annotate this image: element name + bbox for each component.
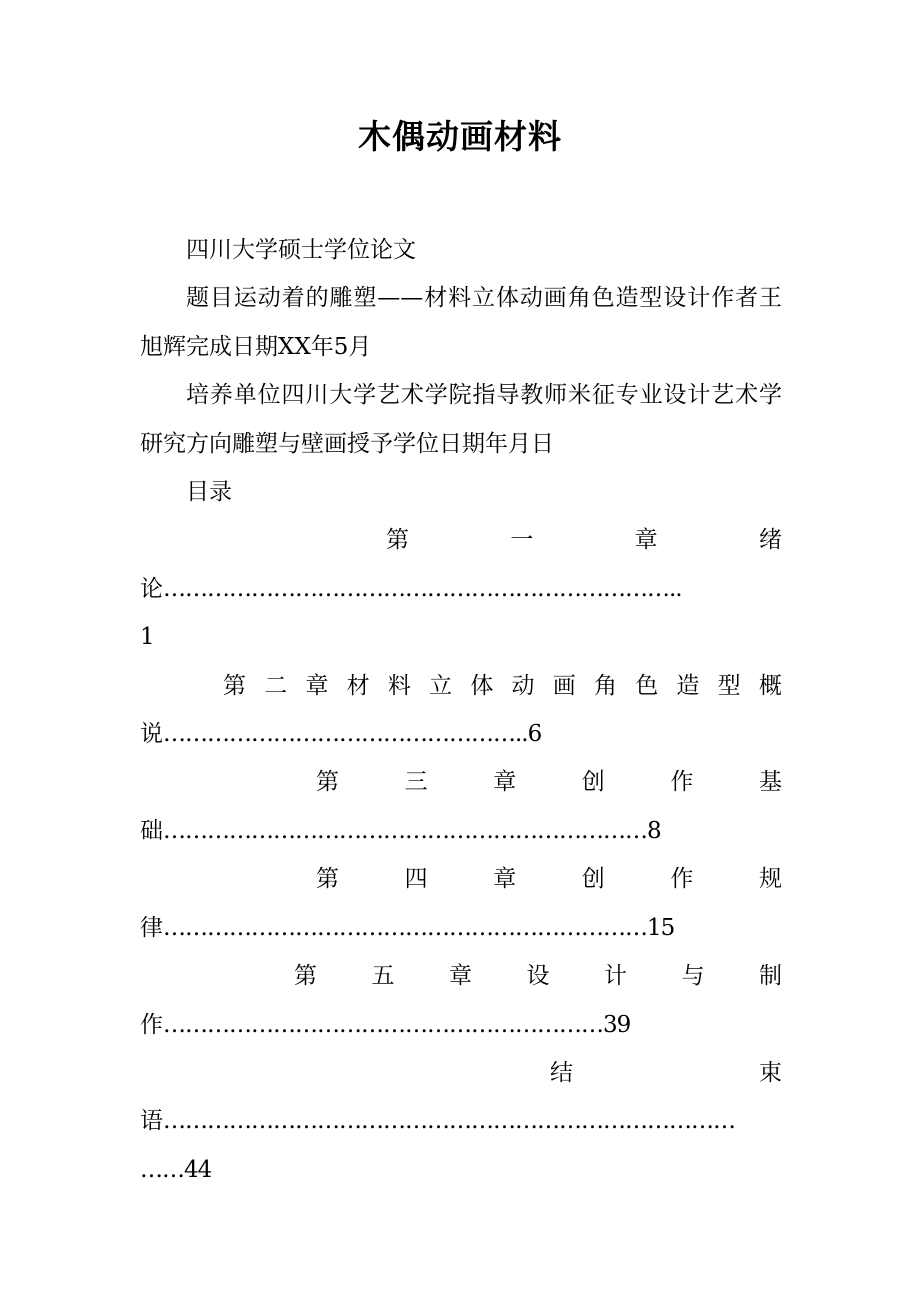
toc-char: 概 [758,672,782,699]
toc-char: 作 [670,769,694,796]
toc-leader-dots: ……44 [140,1156,212,1183]
toc-leader-dots: …………………………………………………………8 [163,817,661,844]
university-thesis-line: 四川大学硕士学位论文 [186,237,416,263]
toc-char: 础 [140,817,163,844]
toc-char: 第 [386,527,409,554]
toc-char: 料 [387,672,411,699]
document-body [140,226,782,1194]
toc-char: 型 [717,672,741,699]
toc-char: 第 [294,963,317,990]
toc-char: 第 [316,866,339,893]
toc-entry-heading [316,855,782,903]
contents-heading: 目录 [186,479,232,506]
toc-entry-heading [294,952,782,1000]
toc-char: 计 [604,963,627,990]
toc-char: 设 [526,963,550,990]
toc-char: 创 [581,769,605,796]
toc-char: 动 [511,672,535,699]
toc-entry-chapter-1 [140,516,782,661]
toc-char: 角 [593,672,617,699]
toc-entry-conclusion [140,1049,782,1194]
toc-char: 章 [634,527,658,554]
toc-char: 创 [581,866,605,893]
toc-char: 语 [140,1108,163,1135]
toc-entry-chapter-3 [140,758,782,855]
toc-char: 第 [223,672,246,699]
toc-leader-dots: …………………………………………..6 [163,721,542,748]
toc-entry-heading [316,758,782,806]
toc-char: 说 [140,721,163,748]
toc-char: 基 [758,769,782,796]
toc-char: 与 [681,963,705,990]
toc-char: 束 [759,1059,782,1086]
toc-char: 规 [758,866,782,893]
toc-char: 一 [510,527,534,554]
toc-char: 五 [371,963,395,990]
toc-char: 结 [550,1059,573,1086]
toc-leader-dots: …………………………………………………………………… [163,1108,735,1135]
toc-leader-line [140,904,782,952]
toc-char: 作 [140,1011,163,1038]
toc-char: 章 [493,769,517,796]
toc-leader-line [140,710,782,758]
thesis-title-author-paragraph: 题目运动着的雕塑——材料立体动画角色造型设计作者王旭辉完成日期XX年5月 [140,285,782,360]
toc-entry-chapter-4 [140,855,782,952]
toc-char: 绪 [758,527,782,554]
toc-char: 立 [429,672,453,699]
toc-entry-chapter-2 [140,662,782,759]
toc-entry-heading [550,1049,782,1097]
toc-leader-line [140,565,782,613]
toc-char: 体 [470,672,494,699]
toc-char: 律 [140,914,163,941]
toc-char: 画 [552,672,576,699]
toc-leader-dots: …………………………………………………………15 [163,914,675,941]
thesis-info-paragraph: 培养单位四川大学艺术学院指导教师米征专业设计艺术学研究方向雕塑与壁画授予学位日期年月日 [140,382,782,457]
toc-char: 作 [670,866,694,893]
toc-entry-heading [223,662,782,710]
toc-char: 章 [305,672,329,699]
toc-char: 章 [449,963,472,990]
toc-char: 第 [316,769,339,796]
toc-char: 造 [676,672,700,699]
toc-leader-line [140,1001,782,1049]
document-title: 木偶动画材料 [358,117,562,156]
toc-leader-dots: …………………………………………………………….. [163,575,682,602]
toc-char: 材 [346,672,370,699]
toc-leader-dots: ……………………………………………………39 [163,1011,631,1038]
toc-char: 色 [635,672,659,699]
toc-char: 二 [264,672,288,699]
toc-char: 四 [404,866,428,893]
toc-char: 论 [140,575,163,602]
toc-char: 制 [759,963,782,990]
toc-char: 三 [404,769,428,796]
toc-entry-heading [386,516,782,564]
toc-leader-line [140,807,782,855]
toc-entry-chapter-5 [140,952,782,1049]
toc-page-number [140,1146,782,1194]
toc-leader-line [140,1097,782,1145]
toc-char: 章 [493,866,517,893]
toc-page-number: 1 [140,624,155,651]
